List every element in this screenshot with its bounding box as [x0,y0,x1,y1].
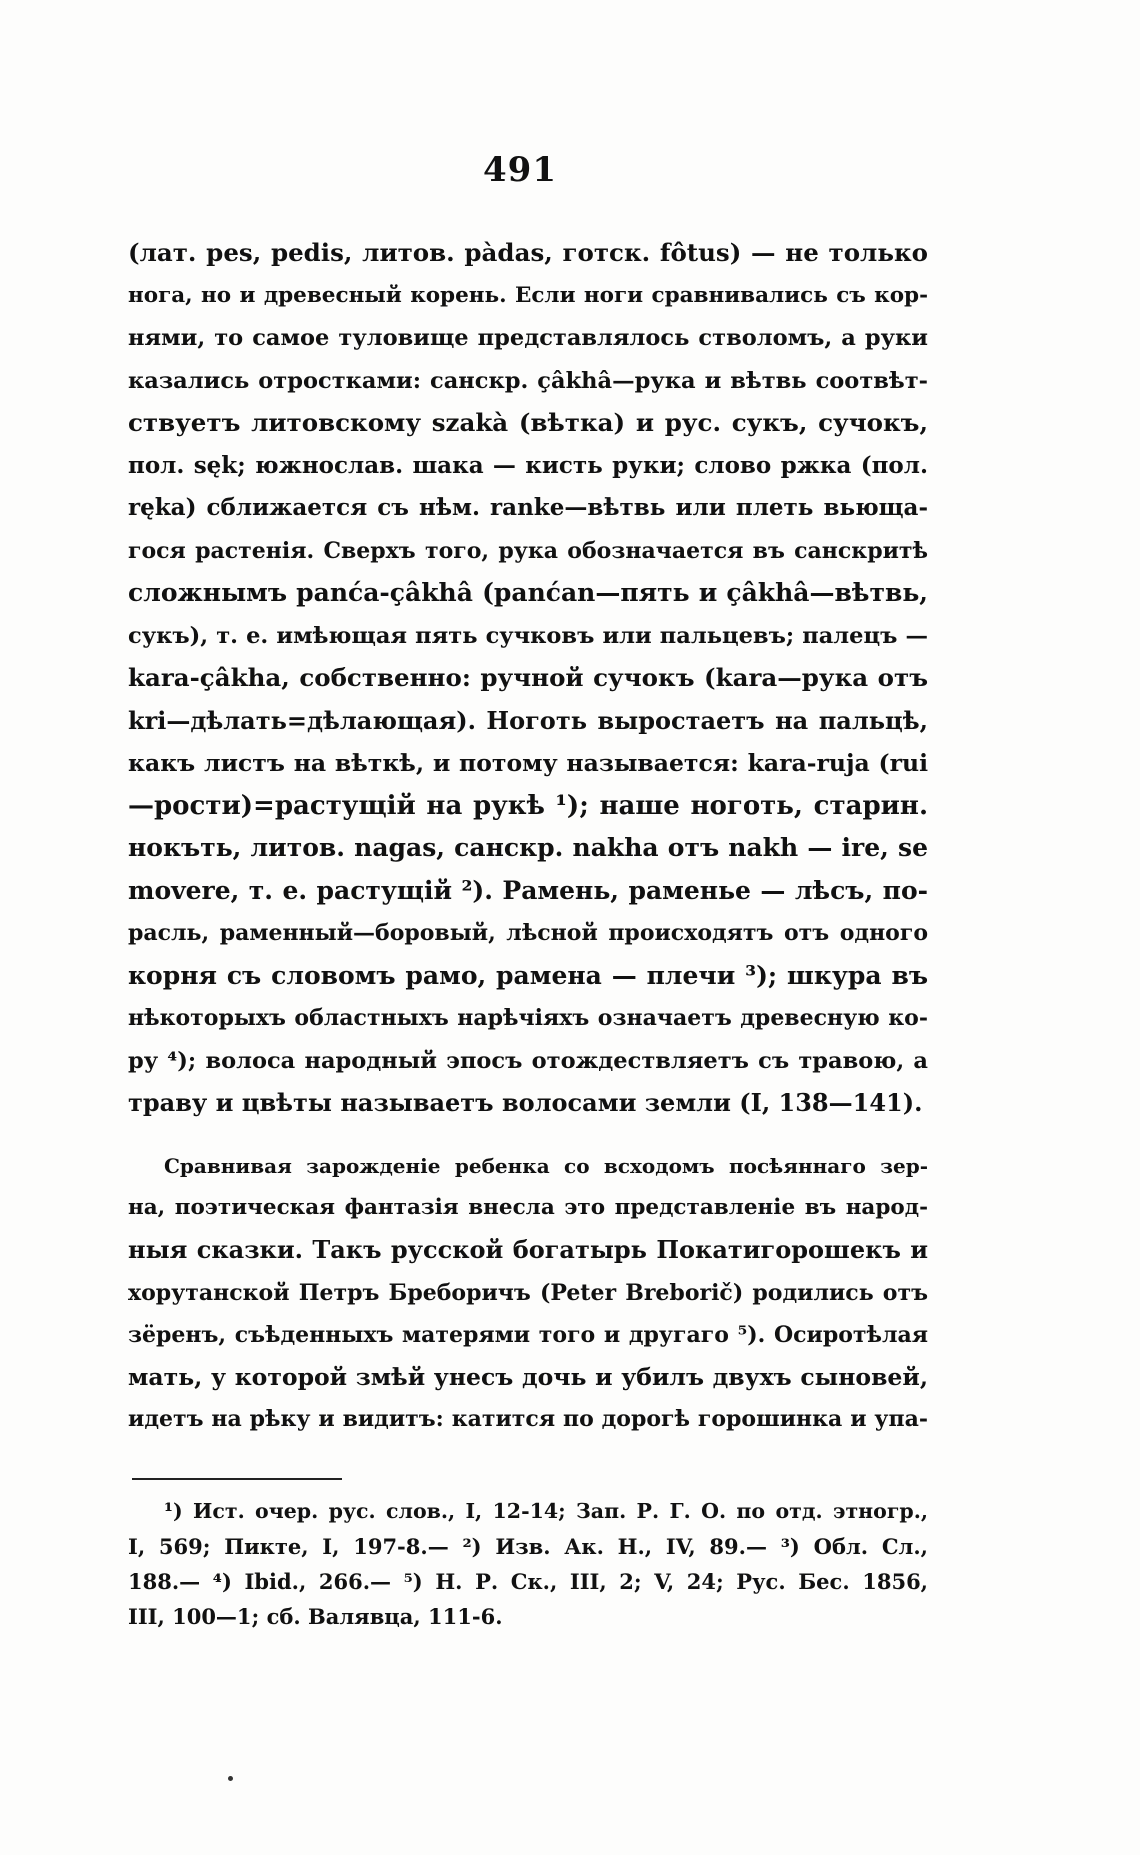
text-line: сукъ), т. е. имѣющая пять сучковъ или пальцевъ; палецъ — [128,622,928,649]
text-line: ныя сказки. Такъ русской богатырь Покатигорошекъ и [128,1235,928,1265]
text-line: сложнымъ panća-çâkhâ (panćan—пять и çâkhâ—вѣтвь, [128,578,928,607]
text-line: хорутанской Петръ Бреборичъ (Peter Breborič) родились отъ [128,1279,928,1306]
text-line: Сравнивая зарожденіе ребенка со всходомъ посѣяннаго зер- [164,1154,928,1178]
text-line: идетъ на рѣку и видитъ: катится по дорогѣ горошинка и упа- [128,1406,928,1433]
text-line: гося растенія. Сверхъ того, рука обозначается въ санскритѣ [128,537,928,564]
footnotes [128,1494,928,1634]
text-line: пол. sęk; южнослав. шака — кисть руки; слово ржка (пол. [128,451,928,479]
paragraph-2 [128,1145,928,1440]
paragraph-1 [128,232,928,1125]
footnote-line: ¹) Ист. очер. рус. слов., I, 12-14; Зап. Р. Г. О. по отд. этногр., [164,1499,928,1523]
text-line: на, поэтическая фантазія внесла это представленіе въ народ- [128,1195,928,1221]
footnote-line: 188.— ⁴) Ibid., 266.— ⁵) Н. Р. Ск., III, 2; V, 24; Рус. Бес. 1856, [128,1569,928,1594]
text-line: нога, но и древесный корень. Если ноги сравнивались съ кор- [128,282,928,308]
footnote-line: III, 100—1; сб. Валявца, 111-6. [128,1604,503,1629]
text-line: казались отростками: санскр. çâkhâ—рука и вѣтвь соотвѣт- [128,367,928,394]
text-line: ру ⁴); волоса народный эпосъ отождествляетъ съ травою, а [128,1047,928,1074]
text-line: зёренъ, съѣденныхъ матерями того и другаго ⁵). Осиротѣлая [128,1321,928,1348]
text-line: movere, т. е. растущій ²). Рамень, раменье — лѣсъ, по- [128,875,928,905]
footnote-divider [132,1478,342,1480]
text-line: (лат. pes, pedis, литов. pàdas, готск. fôtus) — не только [128,238,928,267]
text-line: расль, раменный—боровый, лѣсной происходятъ отъ одного [128,920,928,946]
page-number: 491 [483,150,557,190]
text-line: нями, то самое туловище представлялось стволомъ, а руки [128,325,928,351]
text-line: ręka) сближается съ нѣм. ranke—вѣтвь или плеть вьюща- [128,494,928,521]
text-line: какъ листъ на вѣткѣ, и потому называется: kara-ruja (rui [128,749,928,777]
text-line: kri—дѣлать=дѣлающая). Ноготь выростаетъ на пальцѣ, [128,705,928,735]
text-line: траву и цвѣты называетъ волосами земли (I, 138—141). [128,1088,923,1117]
text-line: нокъть, литов. nagas, санскр. nakha отъ nakh — ire, se [128,833,928,862]
text-line: нѣкоторыхъ областныхъ нарѣчіяхъ означаетъ древесную ко- [128,1005,928,1031]
text-line: —рости)=растущій на рукѣ ¹); наше ноготь, старин. [128,790,928,821]
footnote-line: I, 569; Пикте, I, 197-8.— ²) Изв. Ак. Н., IV, 89.— ³) Обл. Сл., [128,1534,928,1559]
ink-speck [228,1776,233,1781]
text-line: ствуетъ литовскому szakà (вѣтка) и рус. сукъ, сучокъ, [128,408,928,437]
text-line: kara-çâkha, собственно: ручной сучокъ (kara—рука отъ [128,663,928,692]
text-line: корня съ словомъ рамо, рамена — плечи ³); шкура въ [128,960,928,990]
text-line: мать, у которой змѣй унесъ дочь и убилъ двухъ сыновей, [128,1363,928,1392]
